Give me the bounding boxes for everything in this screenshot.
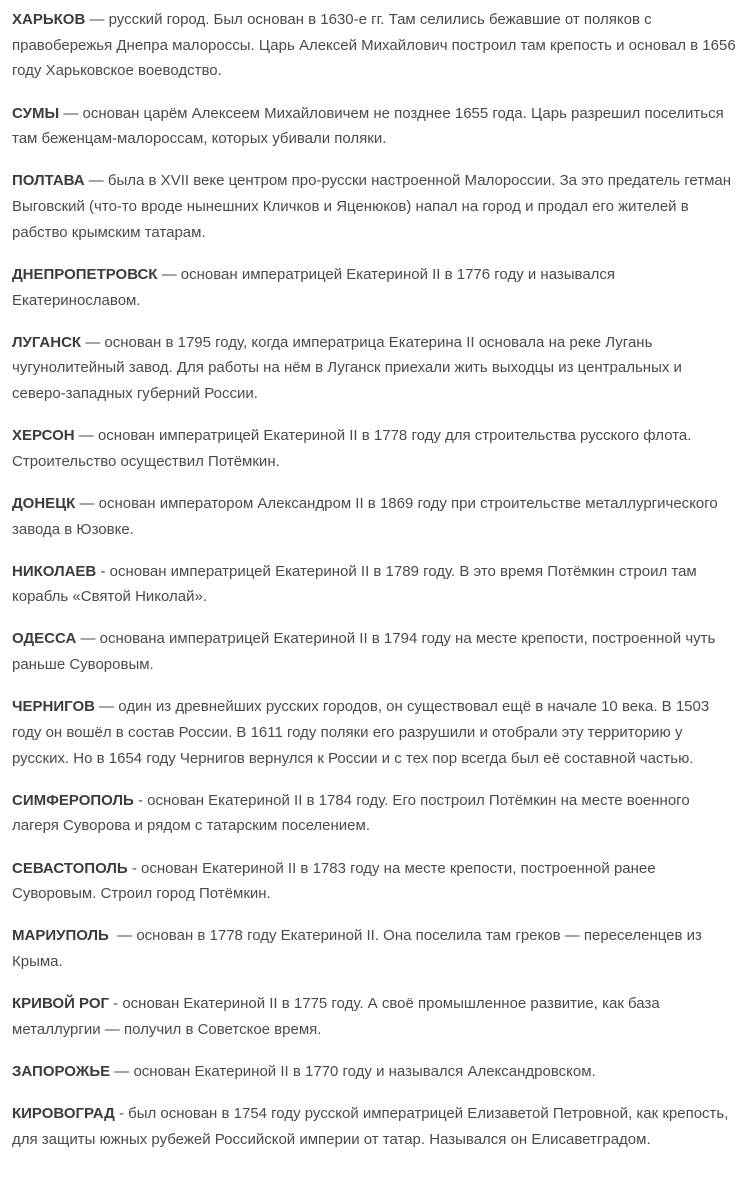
city-name: ОДЕССА bbox=[12, 630, 77, 648]
city-entry-sevastopol bbox=[12, 856, 736, 907]
city-name: ЛУГАНСК bbox=[12, 333, 82, 351]
city-name: МАРИУПОЛЬ bbox=[12, 927, 109, 945]
city-name: ХЕРСОН bbox=[12, 427, 75, 445]
city-entry-kherson bbox=[12, 423, 736, 474]
city-name: НИКОЛАЕВ bbox=[12, 562, 97, 580]
city-entry-dnepropetrovsk bbox=[12, 262, 736, 313]
city-description: - основан Екатериной II в 1775 году. А своё промышленное развитие, как база металлургии — получил в Советское время. bbox=[12, 995, 660, 1038]
city-name: ЧЕРНИГОВ bbox=[12, 698, 95, 716]
city-entry-poltava bbox=[12, 168, 736, 245]
city-name: ДНЕПРОПЕТРОВСК bbox=[12, 265, 158, 283]
city-description: — основан императрицей Екатериной II в 1778 году для строительства русского флота. Строительство осуществил Потёмкин. bbox=[12, 427, 692, 470]
city-description: — основан Екатериной II в 1770 году и назывался Александровском. bbox=[110, 1062, 596, 1080]
city-description: — основана императрицей Екатериной II в 1794 году на месте крепости, построенной чуть раньше Суворовым. bbox=[12, 630, 716, 674]
city-entry-donetsk bbox=[12, 491, 736, 542]
city-entry-lugansk bbox=[12, 330, 736, 407]
city-entry-simferopol bbox=[12, 788, 736, 839]
city-description: - основан императрицей Екатериной II в 1789 году. В это время Потёмкин строил там корабль «Святой Николай». bbox=[12, 562, 697, 606]
city-entry-kharkov bbox=[12, 7, 736, 84]
city-entry-nikolaev bbox=[12, 559, 736, 610]
city-name: СУМЫ bbox=[12, 104, 60, 122]
city-description: — один из древнейших русских городов, он существовал ещё в начале 10 века. В 1503 году он вошёл в состав России. В 1611 году поляки его разрушили и отобрали эту территорию у русских. Но в 1654 году Чернигов вернулся к России и с тех пор всегда был её составной частью. bbox=[12, 698, 710, 767]
city-description: — основан в 1778 году Екатериной II. Она поселила там греков — переселенцев из Крыма. bbox=[12, 927, 707, 971]
city-name: КИРОВОГРАД bbox=[12, 1105, 115, 1123]
city-entry-mariupol bbox=[12, 923, 736, 974]
city-entry-odessa bbox=[12, 626, 736, 677]
city-name: ХАРЬКОВ bbox=[12, 11, 86, 28]
city-name: ДОНЕЦК bbox=[12, 494, 76, 512]
city-description: — основан императором Александром II в 1869 году при строительстве металлургического завода в Юзовке. bbox=[12, 494, 718, 538]
city-name: ПОЛТАВА bbox=[12, 172, 85, 190]
city-description: - основан Екатериной II в 1784 году. Его построил Потёмкин на месте военного лагеря Суворова и рядом с татарским поселением. bbox=[12, 791, 690, 835]
city-entry-krivoy-rog bbox=[12, 991, 736, 1042]
city-description: — русский город. Был основан в 1630-е гг. Там селились бежавшие от поляков с правобережья Днепра малороссы. Царь Алексей Михайлович построил там крепость и основал в 1656 году Харьковское воеводство. bbox=[12, 11, 736, 80]
city-name: СИМФЕРОПОЛЬ bbox=[12, 791, 134, 809]
city-description: — основан царём Алексеем Михайловичем не позднее 1655 года. Царь разрешил поселиться там беженцам-малороссам, которых убивали поляки. bbox=[12, 104, 724, 148]
city-entry-zaporozhye bbox=[12, 1059, 736, 1085]
city-entry-chernigov bbox=[12, 694, 736, 771]
city-description: - был основан в 1754 году русской императрицей Елизаветой Петровной, как крепость, для защиты южных рубежей Российской империи от татар. Назывался он Елисаветградом. bbox=[12, 1105, 729, 1148]
city-name: ЗАПОРОЖЬЕ bbox=[12, 1062, 111, 1080]
city-description: - основан Екатериной II в 1783 году на месте крепости, построенной ранее Суворовым. Строил город Потёмкин. bbox=[12, 859, 656, 903]
city-name: СЕВАСТОПОЛЬ bbox=[12, 859, 128, 877]
city-description: — была в XVII веке центром про-русски настроенной Малороссии. За это предатель гетман Выговский (что-то вроде нынешних Кличков и Яценюков) напал на город и продал его жителей в рабство крымским татарам. bbox=[12, 172, 732, 241]
city-description: — основан в 1795 году, когда императрица Екатерина II основала на реке Лугань чугунолитейный завод. Для работы на нём в Луганск приехали жить выходцы из центральных и северо-западных губерний России. bbox=[12, 333, 682, 402]
city-entry-sumy bbox=[12, 101, 736, 152]
city-name: КРИВОЙ РОГ bbox=[12, 995, 109, 1013]
city-description: — основан императрицей Екатериной II в 1776 году и назывался Екатеринославом. bbox=[12, 265, 616, 309]
city-entry-kirovograd bbox=[12, 1101, 736, 1152]
